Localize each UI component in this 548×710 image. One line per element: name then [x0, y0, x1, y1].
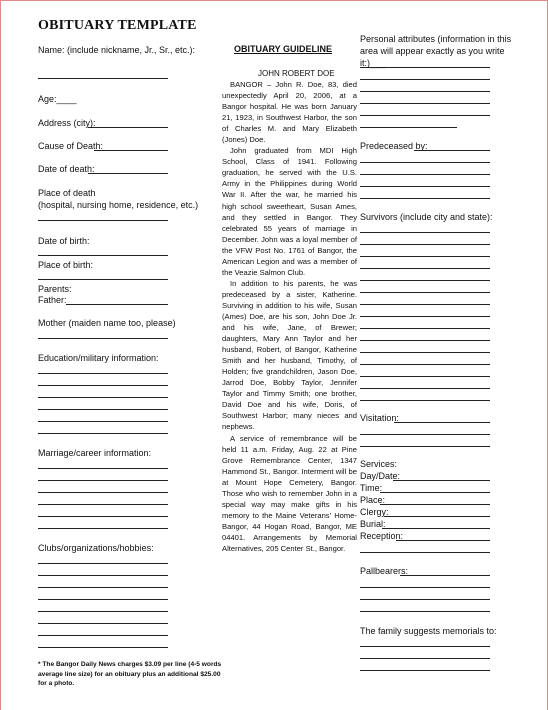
education-field-line[interactable]	[38, 385, 168, 386]
survivors-field-line[interactable]	[360, 268, 490, 269]
survivors-field-line[interactable]	[360, 292, 490, 293]
page-title: OBITUARY TEMPLATE	[38, 18, 197, 33]
education-field-line[interactable]	[38, 397, 168, 398]
date-of-birth-field-line[interactable]	[38, 255, 168, 256]
address-label: Address (city):	[38, 118, 96, 128]
marriage-field-line[interactable]	[38, 480, 168, 481]
page-border-left	[0, 0, 1, 710]
personal-field-line[interactable]	[360, 115, 490, 116]
burial-field-line[interactable]	[382, 528, 490, 529]
place-of-death-label: Place of death	[38, 188, 96, 198]
education-label: Education/military information:	[38, 353, 159, 363]
father-label: Father:	[38, 295, 67, 305]
guideline-title: OBITUARY GUIDELINE	[234, 44, 333, 54]
place-label: Place:	[360, 495, 386, 505]
pallbearers-field-line[interactable]	[400, 575, 490, 576]
personal-field-line[interactable]	[360, 79, 490, 80]
marriage-field-line[interactable]	[38, 516, 168, 517]
visitation-field-line[interactable]	[360, 434, 490, 435]
personal-field-line[interactable]	[360, 91, 490, 92]
survivors-field-line[interactable]	[360, 376, 490, 377]
predeceased-field-line[interactable]	[360, 186, 490, 187]
day-date-label: Day/Date:	[360, 471, 401, 481]
marriage-field-line[interactable]	[38, 528, 168, 529]
clubs-field-line[interactable]	[38, 575, 168, 576]
address-field-line[interactable]	[88, 127, 168, 128]
date-of-death-field-line[interactable]	[88, 173, 168, 174]
memorials-field-line[interactable]	[360, 646, 490, 647]
predeceased-label: Predeceased by:	[360, 141, 428, 151]
marriage-field-line[interactable]	[38, 492, 168, 493]
survivors-field-line[interactable]	[360, 340, 490, 341]
clergy-label: Clergy:	[360, 507, 389, 517]
mother-label: Mother (maiden name too, please)	[38, 318, 176, 328]
place-field-line[interactable]	[380, 504, 490, 505]
education-field-line[interactable]	[38, 433, 168, 434]
pallbearers-label: Pallbearers:	[360, 566, 409, 576]
date-of-death-label: Date of death:	[38, 164, 95, 174]
pallbearers-field-line[interactable]	[360, 587, 490, 588]
clubs-field-line[interactable]	[38, 599, 168, 600]
clubs-field-line[interactable]	[38, 587, 168, 588]
father-field-line[interactable]	[66, 304, 168, 305]
clubs-field-line[interactable]	[38, 635, 168, 636]
cause-of-death-field-line[interactable]	[94, 150, 168, 151]
day-date-field-line[interactable]	[393, 480, 490, 481]
visitation-label: Visitation:	[360, 413, 399, 423]
education-field-line[interactable]	[38, 409, 168, 410]
memorials-field-line[interactable]	[360, 658, 490, 659]
cause-of-death-label: Cause of Death:	[38, 141, 104, 151]
marriage-field-line[interactable]	[38, 468, 168, 469]
age-label: Age:____	[38, 94, 77, 104]
reception-label: Reception:	[360, 531, 404, 541]
survivors-field-line[interactable]	[360, 352, 490, 353]
place-of-birth-field-line[interactable]	[38, 279, 168, 280]
time-field-line[interactable]	[380, 492, 490, 493]
personal-attributes-label: Personal attributes (information in this area will appear exactly as you write it:)___	[360, 34, 512, 68]
pallbearers-field-line[interactable]	[360, 599, 490, 600]
services-label: Services:	[360, 459, 398, 469]
pricing-footnote: * The Bangor Daily News charges $3.09 per line (4-5 words average line size) for an obituary plus an additional $25.00 for a photo.	[38, 661, 222, 688]
personal-field-line[interactable]	[360, 103, 490, 104]
clubs-field-line[interactable]	[38, 647, 168, 648]
guideline-deceased-name: JOHN ROBERT DOE	[258, 69, 335, 78]
survivors-field-line[interactable]	[360, 244, 490, 245]
name-field-line[interactable]	[38, 78, 168, 79]
personal-field-line[interactable]	[360, 67, 490, 68]
predeceased-field-line[interactable]	[360, 198, 490, 199]
education-field-line[interactable]	[38, 421, 168, 422]
marriage-field-line[interactable]	[38, 504, 168, 505]
reception-field-line[interactable]	[396, 540, 490, 541]
survivors-field-line[interactable]	[360, 280, 490, 281]
survivors-field-line[interactable]	[360, 364, 490, 365]
visitation-field-line[interactable]	[360, 446, 490, 447]
clubs-field-line[interactable]	[38, 611, 168, 612]
marriage-career-label: Marriage/career information:	[38, 448, 152, 458]
place-of-birth-label: Place of birth:	[38, 260, 94, 270]
survivors-field-line[interactable]	[360, 388, 490, 389]
education-field-line[interactable]	[38, 373, 168, 374]
guideline-paragraph: In addition to his parents, he was predeceased by a sister, Katherine. Surviving in addition to his wife, Susan (Ames) Doe, are his son, John Doe Jr. and his wife, Jane, of Brewer; daughters, Mary Ann Taylor and her husband, Robert, of Bangor, Katherine Smith and her husband, Timothy, of Holden; five grandchildren, Jason Doe, Jarrod Doe, Bobby Taylor, Jennifer Taylor and Timmy Smith; one brother, David Doe and his wife, Doris, of Southwest Harbor; many nieces and nephews.	[222, 278, 357, 432]
clubs-field-line[interactable]	[38, 563, 168, 564]
clubs-label: Clubs/organizations/hobbies:	[38, 543, 154, 553]
guideline-paragraph: A service of remembrance will be held 11 a.m. Friday, Aug. 22 at Pine Grove Remembrance Center, 1347 Hammond St., Bangor. Interment will be at Mount Hope Cemetery, Bangor. Those who wish to remember John in a special way may make gifts in his memory to the Maine Veterans' Home-Bangor, 44 Hogan Road, Bangor, ME 04401. Arrangements by Memorial Alternatives, 205 Center St., Bangor.	[222, 433, 357, 553]
time-label: Time:	[360, 483, 383, 493]
mother-field-line[interactable]	[38, 338, 168, 339]
burial-label: Burial:	[360, 519, 386, 529]
guideline-paragraph: BANGOR – John R. Doe, 83, died unexpectedly April 20, 2006, at a Bangor hospital. He was born January 21, 1923, in Southwest Harbor, the son of Charles M. and Mary Elizabeth (Jones) Doe.	[222, 80, 357, 145]
predeceased-field-line[interactable]	[414, 150, 490, 151]
survivors-label: Survivors (include city and state):	[360, 212, 493, 222]
date-of-birth-label: Date of birth:	[38, 236, 90, 246]
predeceased-field-line[interactable]	[360, 162, 490, 163]
visitation-field-line[interactable]	[394, 422, 490, 423]
clergy-field-line[interactable]	[384, 516, 490, 517]
survivors-field-line[interactable]	[360, 400, 490, 401]
parents-label: Parents:	[38, 284, 72, 294]
predeceased-field-line[interactable]	[360, 174, 490, 175]
survivors-field-line[interactable]	[360, 304, 490, 305]
guideline-body	[222, 79, 357, 554]
page-border-top	[0, 0, 548, 1]
personal-field-line[interactable]	[360, 127, 457, 128]
clubs-field-line[interactable]	[38, 623, 168, 624]
name-label: Name: (include nickname, Jr., Sr., etc.):	[38, 45, 196, 55]
place-of-death-hint: (hospital, nursing home, residence, etc.)	[38, 200, 199, 210]
guideline-paragraph: John graduated from MDI High School, Class of 1941. Following graduation, he served with the U.S. Army in the Philippines during World War II. After the war, he married his high school sweetheart, Susan Ames, and they settled in Bangor. They celebrated 55 years of marriage in December. John was a loyal member of the VFW Post No. 1761 of Bangor, the American Legion and was a member of the Veazie Salmon Club.	[222, 146, 357, 277]
survivors-field-line[interactable]	[360, 316, 490, 317]
pallbearers-field-line[interactable]	[360, 611, 490, 612]
survivors-field-line[interactable]	[360, 232, 490, 233]
memorials-label: The family suggests memorials to:	[360, 626, 497, 636]
memorials-field-line[interactable]	[360, 670, 490, 671]
survivors-field-line[interactable]	[360, 256, 490, 257]
survivors-field-line[interactable]	[360, 328, 490, 329]
place-of-death-field-line[interactable]	[38, 220, 168, 221]
reception-field-line[interactable]	[360, 552, 490, 553]
